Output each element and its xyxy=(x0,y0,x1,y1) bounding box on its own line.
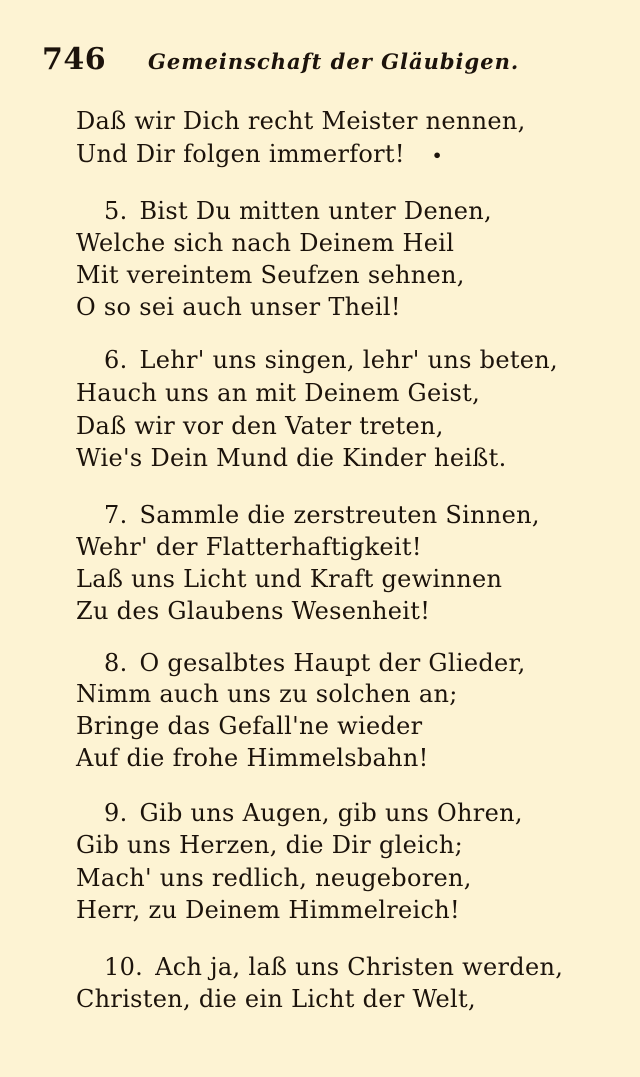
verse-line: Christen, die ein Licht der Welt, xyxy=(76,985,476,1013)
verse-line: Welche sich nach Deinem Heil xyxy=(76,229,455,257)
verse-number: 9. xyxy=(104,799,128,827)
verse-line: Zu des Glaubens Wesenheit! xyxy=(76,597,431,625)
verse-line: Mit vereintem Seufzen sehnen, xyxy=(76,261,465,289)
verse-line: Daß wir vor den Vater treten, xyxy=(76,412,444,440)
page-number: 746 xyxy=(42,42,107,77)
verse-line xyxy=(104,345,558,375)
page-header xyxy=(42,42,602,82)
verse-line: Wie's Dein Mund die Kinder heißt. xyxy=(76,444,507,472)
verse-number: 8. xyxy=(104,649,128,677)
verse-line xyxy=(104,196,492,226)
verse-line: Laß uns Licht und Kraft gewinnen xyxy=(76,565,503,593)
verse-line: Herr, zu Deinem Himmelreich! xyxy=(76,896,460,924)
verse-line: Nimm auch uns zu solchen an; xyxy=(76,680,458,708)
verse-line xyxy=(104,798,523,828)
verse-line-text: O gesalbtes Haupt der Glieder, xyxy=(139,649,526,677)
verse-line-text: Gib uns Augen, gib uns Ohren, xyxy=(139,799,523,827)
verse-line: O so sei auch unser Theil! xyxy=(76,293,401,321)
verse-line-text: Sammle die zerstreuten Sinnen, xyxy=(139,501,540,529)
verse-number: 6. xyxy=(104,346,128,374)
verse-number: 7. xyxy=(104,501,128,529)
verse-line-text: Bist Du mitten unter Denen, xyxy=(139,197,492,225)
verse-line: Bringe das Gefall'ne wieder xyxy=(76,712,423,740)
verse-line: Wehr' der Flatterhaftigkeit! xyxy=(76,533,422,561)
verse-line: Auf die frohe Himmelsbahn! xyxy=(76,744,429,772)
verse-line: Und Dir folgen immerfort! xyxy=(76,140,405,168)
running-head: Gemeinschaft der Gläubigen. xyxy=(148,49,520,74)
print-speck: • xyxy=(432,146,443,165)
verse-line: Gib uns Herzen, die Dir gleich; xyxy=(76,831,463,859)
verse-line xyxy=(104,500,540,530)
verse-number: 5. xyxy=(104,197,128,225)
verse-line-text: Lehr' uns singen, lehr' uns beten, xyxy=(139,346,558,374)
verse-line-text: Ach ja, laß uns Christen werden, xyxy=(155,953,564,981)
verse-line: Daß wir Dich recht Meister nennen, xyxy=(76,107,526,135)
verse-line: Mach' uns redlich, neugeboren, xyxy=(76,864,472,892)
verse-number: 10. xyxy=(104,953,144,981)
verse-line: Hauch uns an mit Deinem Geist, xyxy=(76,379,480,407)
verse-line xyxy=(104,952,563,982)
verse-line xyxy=(104,648,526,678)
